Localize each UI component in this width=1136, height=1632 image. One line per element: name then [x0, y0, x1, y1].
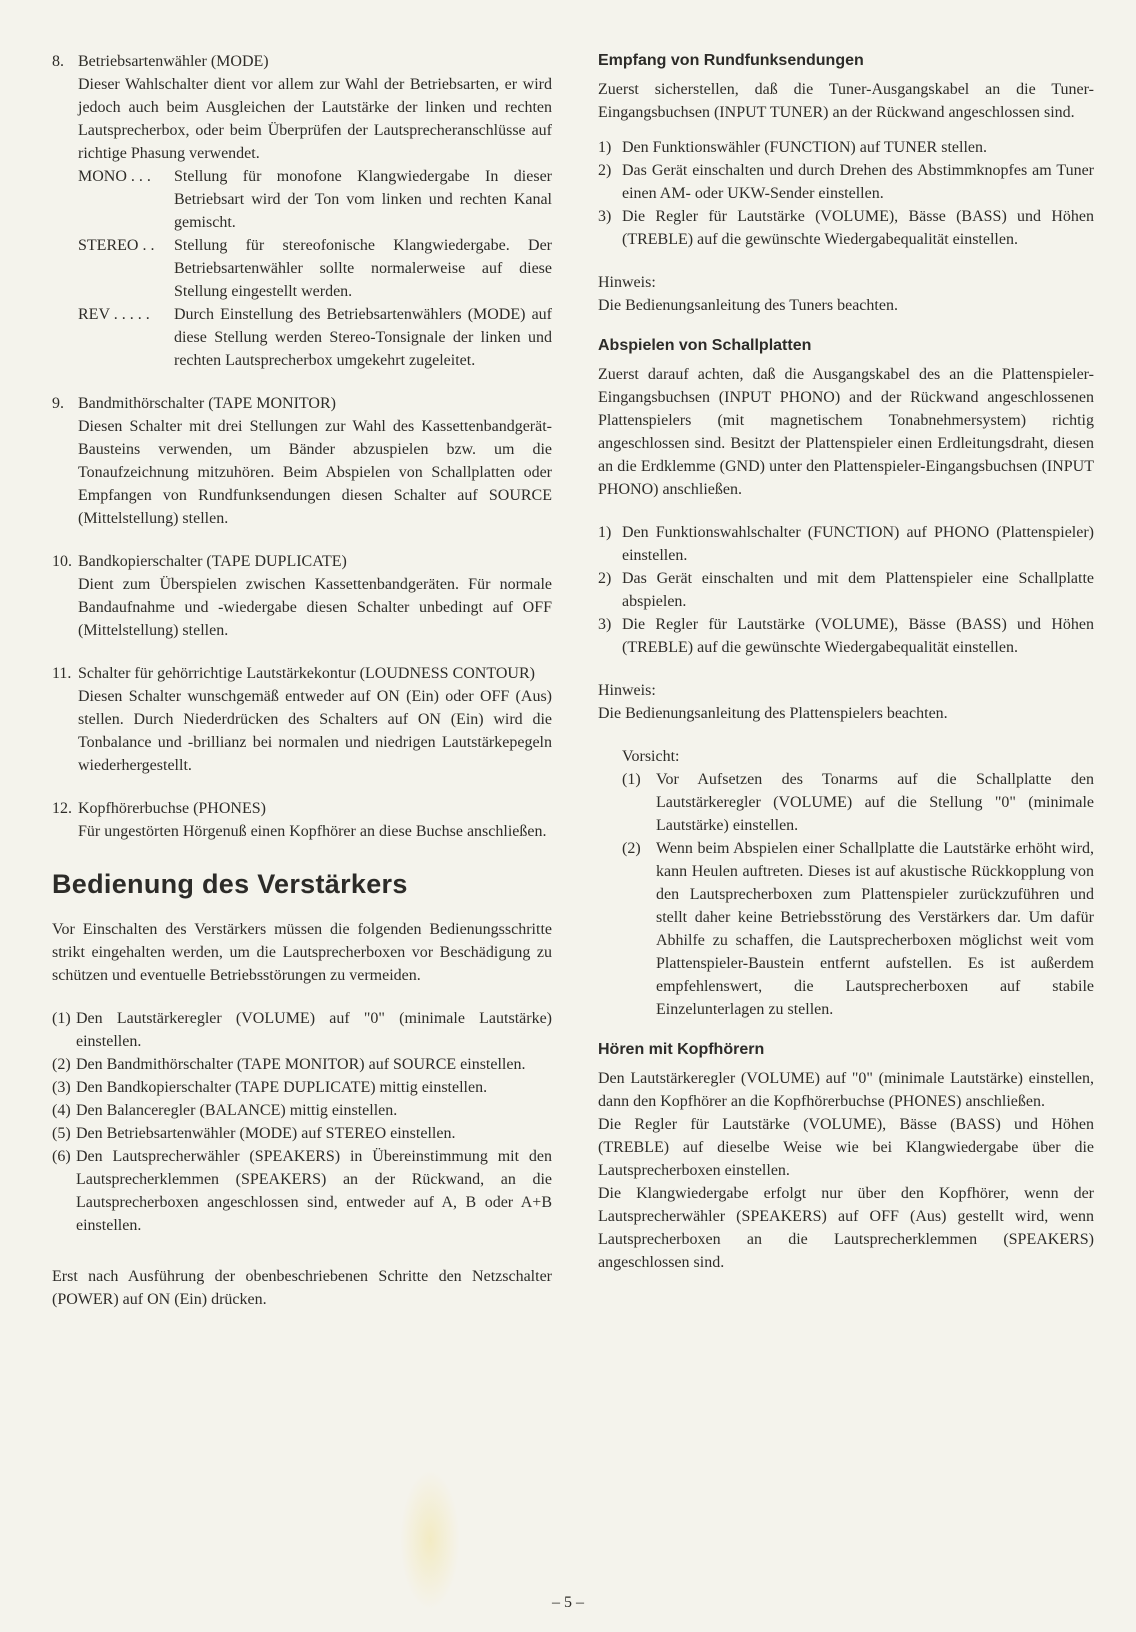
mode-desc: Durch Einstellung des Betriebsartenwählers (MODE) auf diese Stellung werden Stereo-Tonsignale der linken und rechten Lautsprecherbox umgekehrt zugeleitet. — [174, 306, 552, 369]
section-heading-amplifier-operation: Bedienung des Verstärkers — [52, 869, 408, 899]
item-title: Betriebsartenwähler (MODE) — [78, 53, 269, 70]
step-number: (6) — [52, 1148, 71, 1165]
item-title: Bandmithörschalter (TAPE MONITOR) — [78, 395, 336, 412]
mode-row-mono — [78, 165, 552, 234]
step-number: (4) — [52, 1102, 71, 1119]
item-title: Schalter für gehörrichtige Lautstärkekontur (LOUDNESS CONTOUR) — [78, 665, 535, 682]
records-note-label: Hinweis: — [598, 682, 656, 699]
item-title: Kopfhörerbuchse (PHONES) — [78, 800, 266, 817]
headphones-paragraph: Die Klangwiedergabe erfolgt nur über den Kopfhörer, wenn der Lautsprecherwähler (SPEAKERS) auf OFF (Aus) gestellt wird, wenn Lautsprecherboxen an die Lautsprecherklemmen (SPEAKERS) angeschlossen sind. — [598, 1185, 1094, 1271]
item-number: 11. — [52, 665, 72, 682]
records-intro: Zuerst darauf achten, daß die Ausgangskabel des an die Plattenspieler-Eingangsbuchsen (INPUT PHONO) and der Rückwand angeschlossenen Plattenspielers (mit magnetischem Tonabnehmersystem) richtig angeschlossen sind. Besitzt der Plattenspieler einen Erdleitungsdraht, diesen an die Erdklemme (GND) unter den Plattenspieler-Eingangsbuchsen (INPUT PHONO) anschließen. — [598, 366, 1094, 498]
item-loudness-contour — [52, 662, 552, 777]
mode-row-stereo — [78, 234, 552, 303]
step-number: (3) — [52, 1079, 71, 1096]
step-text: Den Bandkopierschalter (TAPE DUPLICATE) mittig einstellen. — [76, 1079, 488, 1096]
caution-item — [622, 837, 1094, 1021]
amplifier-step — [52, 1122, 552, 1145]
caution-item — [622, 768, 1094, 837]
step-number: 1) — [598, 139, 612, 156]
amplifier-step — [52, 1053, 552, 1076]
step-text: Den Funktionswähler (FUNCTION) auf TUNER stellen. — [622, 139, 987, 156]
caution-number: (2) — [622, 840, 641, 857]
step-number: 1) — [598, 524, 612, 541]
item-number: 10. — [52, 553, 72, 570]
radio-step — [598, 159, 1094, 205]
mode-key: STEREO . . — [78, 237, 155, 254]
item-number: 12. — [52, 800, 72, 817]
step-text: Den Lautstärkeregler (VOLUME) auf "0" (minimale Lautstärke) einstellen. — [76, 1010, 552, 1050]
radio-intro: Zuerst sicherstellen, daß die Tuner-Ausgangskabel an die Tuner-Eingangsbuchsen (INPUT TUNER) an der Rückwand angeschlossen sind. — [598, 81, 1094, 121]
item-body: Dient zum Überspielen zwischen Kassettenbandgeräten. Für normale Bandaufnahme und -wiedergabe diesen Schalter unbedingt auf OFF (Mittelstellung) stellen. — [78, 576, 552, 639]
amplifier-closing: Erst nach Ausführung der obenbeschriebenen Schritte den Netzschalter (POWER) auf ON (Ein) drücken. — [52, 1268, 552, 1308]
item-body: Diesen Schalter wunschgemäß entweder auf ON (Ein) oder OFF (Aus) stellen. Durch Niederdrücken des Schalters auf ON (Ein) wird die Tonbalance und -brillianz bei normalen und niedrigen Lautstärkepegeln wiederhergestellt. — [78, 688, 552, 774]
headphones-paragraph: Die Regler für Lautstärke (VOLUME), Bässe (BASS) und Höhen (TREBLE) auf dieselbe Weise wie bei Klangwiedergabe über die Lautsprecherboxen einstellen. — [598, 1116, 1094, 1179]
records-step — [598, 521, 1094, 567]
step-text: Den Bandmithörschalter (TAPE MONITOR) auf SOURCE einstellen. — [76, 1056, 526, 1073]
mode-desc: Stellung für monofone Klangwiedergabe In dieser Betriebsart wird der Ton vom linken und rechten Kanal gemischt. — [174, 168, 552, 231]
step-text: Die Regler für Lautstärke (VOLUME), Bässe (BASS) und Höhen (TREBLE) auf die gewünschte Wiedergabequalität einstellen. — [622, 616, 1094, 656]
amplifier-step — [52, 1076, 552, 1099]
amplifier-step — [52, 1145, 552, 1237]
step-text: Das Gerät einschalten und durch Drehen des Abstimmknopfes am Tuner einen AM- oder UKW-Sender einstellen. — [622, 162, 1094, 202]
item-body: Dieser Wahlschalter dient vor allem zur Wahl der Betriebsarten, er wird jedoch auch beim Ausgleichen der Lautstärke der linken und rechten Lautsprecherbox, oder beim Überprüfen der Lautsprecheranschlüsse auf richtige Phasung verwendet. — [78, 76, 552, 162]
step-number: 3) — [598, 616, 612, 633]
item-body: Für ungestörten Hörgenuß einen Kopfhörer an diese Buchse anschließen. — [78, 823, 547, 840]
step-text: Die Regler für Lautstärke (VOLUME), Bässe (BASS) und Höhen (TREBLE) auf die gewünschte Wiedergabequalität einstellen. — [622, 208, 1094, 248]
radio-note-text: Die Bedienungsanleitung des Tuners beachten. — [598, 297, 898, 314]
records-note-text: Die Bedienungsanleitung des Plattenspielers beachten. — [598, 705, 948, 722]
item-tape-duplicate — [52, 550, 552, 642]
mode-row-rev — [78, 303, 552, 372]
step-number: (2) — [52, 1056, 71, 1073]
item-tape-monitor — [52, 392, 552, 530]
section-heading-radio: Empfang von Rundfunksendungen — [598, 52, 864, 69]
mode-key: REV . . . . . — [78, 306, 150, 323]
step-text: Den Betriebsartenwähler (MODE) auf STEREO einstellen. — [76, 1125, 456, 1142]
item-mode-selector — [52, 50, 552, 372]
caution-text: Wenn beim Abspielen einer Schallplatte die Lautstärke erhöht wird, kann Heulen auftreten. Dieses ist auf akustische Rückkopplung von den Lautsprecherboxen zum Plattenspieler zurückzuführen und stellt daher keine Betriebsstörung des Verstärkers dar. Um dafür Abhilfe zu schaffen, die Lautsprecherboxen möglichst weit vom Plattenspieler-Baustein entfernt aufstellen. Es ist außerdem empfehlenswert, die Lautsprecherboxen auf stabile Einzelunterlagen zu stellen. — [656, 840, 1094, 1018]
amplifier-step — [52, 1099, 552, 1122]
radio-step — [598, 136, 1094, 159]
section-heading-headphones: Hören mit Kopfhörern — [598, 1041, 765, 1058]
section-heading-records: Abspielen von Schallplatten — [598, 337, 812, 354]
step-text: Den Funktionswahlschalter (FUNCTION) auf PHONO (Plattenspieler) einstellen. — [622, 524, 1094, 564]
caution-label: Vorsicht: — [622, 748, 680, 765]
step-number: 2) — [598, 570, 612, 587]
radio-step — [598, 205, 1094, 251]
item-number: 9. — [52, 395, 64, 412]
item-number: 8. — [52, 53, 64, 70]
step-number: (1) — [52, 1010, 71, 1027]
paper-stain — [400, 1470, 460, 1610]
step-number: 2) — [598, 162, 612, 179]
caution-number: (1) — [622, 771, 641, 788]
step-text: Den Balanceregler (BALANCE) mittig einstellen. — [76, 1102, 398, 1119]
records-step — [598, 567, 1094, 613]
headphones-paragraph: Den Lautstärkeregler (VOLUME) auf "0" (minimale Lautstärke) einstellen, dann den Kopfhörer an die Kopfhörerbuchse (PHONES) anschließen. — [598, 1070, 1094, 1110]
item-title: Bandkopierschalter (TAPE DUPLICATE) — [78, 553, 347, 570]
amplifier-intro: Vor Einschalten des Verstärkers müssen die folgenden Bedienungsschritte strikt eingehalten werden, um die Lautsprecherboxen vor Beschädigung zu schützen und eventuelle Betriebsstörungen zu vermeiden. — [52, 921, 552, 984]
records-step — [598, 613, 1094, 659]
page-number: – 5 – — [552, 1594, 584, 1611]
step-number: (5) — [52, 1125, 71, 1142]
caution-text: Vor Aufsetzen des Tonarms auf die Schallplatte den Lautstärkeregler (VOLUME) auf die Stellung "0" (minimale Lautstärke) einstellen. — [656, 771, 1094, 834]
records-caution — [622, 745, 1094, 1021]
right-column — [598, 52, 1094, 1274]
left-column — [52, 50, 552, 1311]
radio-note-label: Hinweis: — [598, 274, 656, 291]
item-body: Diesen Schalter mit drei Stellungen zur Wahl des Kassettenbandgerät-Bausteins verwenden, um Bänder abzuspielen bzw. um die Tonaufzeichnung mitzuhören. Beim Abspielen von Schallplatten oder Empfangen von Rundfunksendungen diesen Schalter auf SOURCE (Mittelstellung) stellen. — [78, 418, 552, 527]
mode-key: MONO . . . — [78, 168, 151, 185]
mode-desc: Stellung für stereofonische Klangwiedergabe. Der Betriebsartenwähler sollte normalerweise auf diese Stellung eingestellt werden. — [174, 237, 552, 300]
amplifier-step — [52, 1007, 552, 1053]
step-text: Das Gerät einschalten und mit dem Plattenspieler eine Schallplatte abspielen. — [622, 570, 1094, 610]
step-text: Den Lautsprecherwähler (SPEAKERS) in Übereinstimmung mit den Lautsprecherklemmen (SPEAKERS) an der Rückwand, an die Lautsprecherboxen angeschlossen sind, entweder auf A, B oder A+B einstellen. — [76, 1148, 552, 1234]
step-number: 3) — [598, 208, 612, 225]
item-phones-jack — [52, 797, 552, 843]
